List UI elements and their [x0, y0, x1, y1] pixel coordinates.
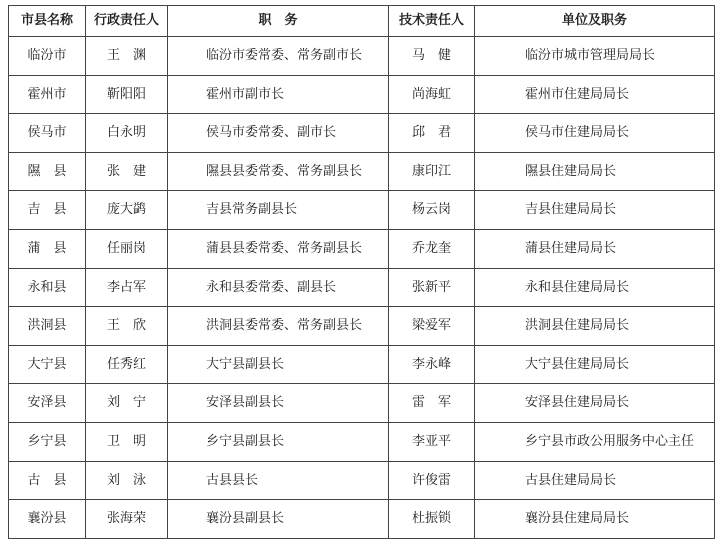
table-row: [9, 37, 715, 76]
cell-position: 安泽县副县长: [168, 384, 389, 423]
cell-position: 霍州市副市长: [168, 75, 389, 114]
header-position: 职 务: [168, 6, 389, 37]
cell-admin-person: 刘 泳: [86, 461, 168, 500]
cell-admin-person: 刘 宁: [86, 384, 168, 423]
cell-county: 永和县: [9, 268, 86, 307]
table-row: [9, 307, 715, 346]
cell-position: 乡宁县副县长: [168, 423, 389, 462]
cell-unit-position: 霍州市住建局局长: [475, 75, 715, 114]
cell-position: 临汾市委常委、常务副市长: [168, 37, 389, 76]
table-row: [9, 268, 715, 307]
cell-county: 霍州市: [9, 75, 86, 114]
cell-unit-position: 古县住建局局长: [475, 461, 715, 500]
cell-county: 安泽县: [9, 384, 86, 423]
cell-position: 永和县委常委、副县长: [168, 268, 389, 307]
cell-tech-person: 邱 君: [389, 114, 475, 153]
cell-county: 洪洞县: [9, 307, 86, 346]
cell-unit-position: 襄汾县住建局局长: [475, 500, 715, 539]
table-row: [9, 114, 715, 153]
responsibility-table: [8, 5, 715, 539]
cell-tech-person: 梁爱军: [389, 307, 475, 346]
header-county: 市县名称: [9, 6, 86, 37]
cell-unit-position: 洪洞县住建局局长: [475, 307, 715, 346]
cell-position: 侯马市委常委、副市长: [168, 114, 389, 153]
cell-tech-person: 雷 军: [389, 384, 475, 423]
header-unit-position: 单位及职务: [475, 6, 715, 37]
cell-county: 古 县: [9, 461, 86, 500]
cell-county: 吉 县: [9, 191, 86, 230]
cell-county: 侯马市: [9, 114, 86, 153]
cell-tech-person: 李永峰: [389, 345, 475, 384]
cell-tech-person: 乔龙奎: [389, 230, 475, 269]
cell-admin-person: 靳阳阳: [86, 75, 168, 114]
cell-county: 蒲 县: [9, 230, 86, 269]
cell-position: 隰县县委常委、常务副县长: [168, 152, 389, 191]
table-row: [9, 75, 715, 114]
cell-tech-person: 张新平: [389, 268, 475, 307]
table-row: [9, 191, 715, 230]
cell-unit-position: 安泽县住建局局长: [475, 384, 715, 423]
header-admin-person: 行政责任人: [86, 6, 168, 37]
cell-unit-position: 蒲县住建局局长: [475, 230, 715, 269]
cell-county: 大宁县: [9, 345, 86, 384]
cell-county: 隰 县: [9, 152, 86, 191]
header-tech-person: 技术责任人: [389, 6, 475, 37]
table-row: [9, 152, 715, 191]
cell-admin-person: 任秀红: [86, 345, 168, 384]
cell-admin-person: 张 建: [86, 152, 168, 191]
cell-tech-person: 许俊雷: [389, 461, 475, 500]
table-header-row: [9, 6, 715, 37]
table-row: [9, 384, 715, 423]
cell-admin-person: 白永明: [86, 114, 168, 153]
table-row: [9, 461, 715, 500]
cell-position: 古县县长: [168, 461, 389, 500]
cell-unit-position: 大宁县住建局局长: [475, 345, 715, 384]
cell-tech-person: 尚海虹: [389, 75, 475, 114]
cell-county: 临汾市: [9, 37, 86, 76]
cell-admin-person: 王 欣: [86, 307, 168, 346]
cell-position: 襄汾县副县长: [168, 500, 389, 539]
cell-position: 大宁县副县长: [168, 345, 389, 384]
cell-admin-person: 庞大鹢: [86, 191, 168, 230]
cell-position: 吉县常务副县长: [168, 191, 389, 230]
cell-admin-person: 王 渊: [86, 37, 168, 76]
cell-unit-position: 吉县住建局局长: [475, 191, 715, 230]
cell-tech-person: 马 健: [389, 37, 475, 76]
cell-admin-person: 李占军: [86, 268, 168, 307]
cell-unit-position: 隰县住建局局长: [475, 152, 715, 191]
cell-admin-person: 任丽岗: [86, 230, 168, 269]
table-row: [9, 500, 715, 539]
cell-tech-person: 杨云岗: [389, 191, 475, 230]
table-row: [9, 423, 715, 462]
cell-county: 乡宁县: [9, 423, 86, 462]
cell-county: 襄汾县: [9, 500, 86, 539]
cell-admin-person: 张海荣: [86, 500, 168, 539]
cell-tech-person: 康印江: [389, 152, 475, 191]
cell-position: 蒲县县委常委、常务副县长: [168, 230, 389, 269]
table-row: [9, 345, 715, 384]
cell-unit-position: 临汾市城市管理局局长: [475, 37, 715, 76]
cell-unit-position: 永和县住建局局长: [475, 268, 715, 307]
cell-tech-person: 李亚平: [389, 423, 475, 462]
cell-unit-position: 乡宁县市政公用服务中心主任: [475, 423, 715, 462]
cell-tech-person: 杜振锁: [389, 500, 475, 539]
cell-position: 洪洞县委常委、常务副县长: [168, 307, 389, 346]
table-row: [9, 230, 715, 269]
cell-unit-position: 侯马市住建局局长: [475, 114, 715, 153]
cell-admin-person: 卫 明: [86, 423, 168, 462]
